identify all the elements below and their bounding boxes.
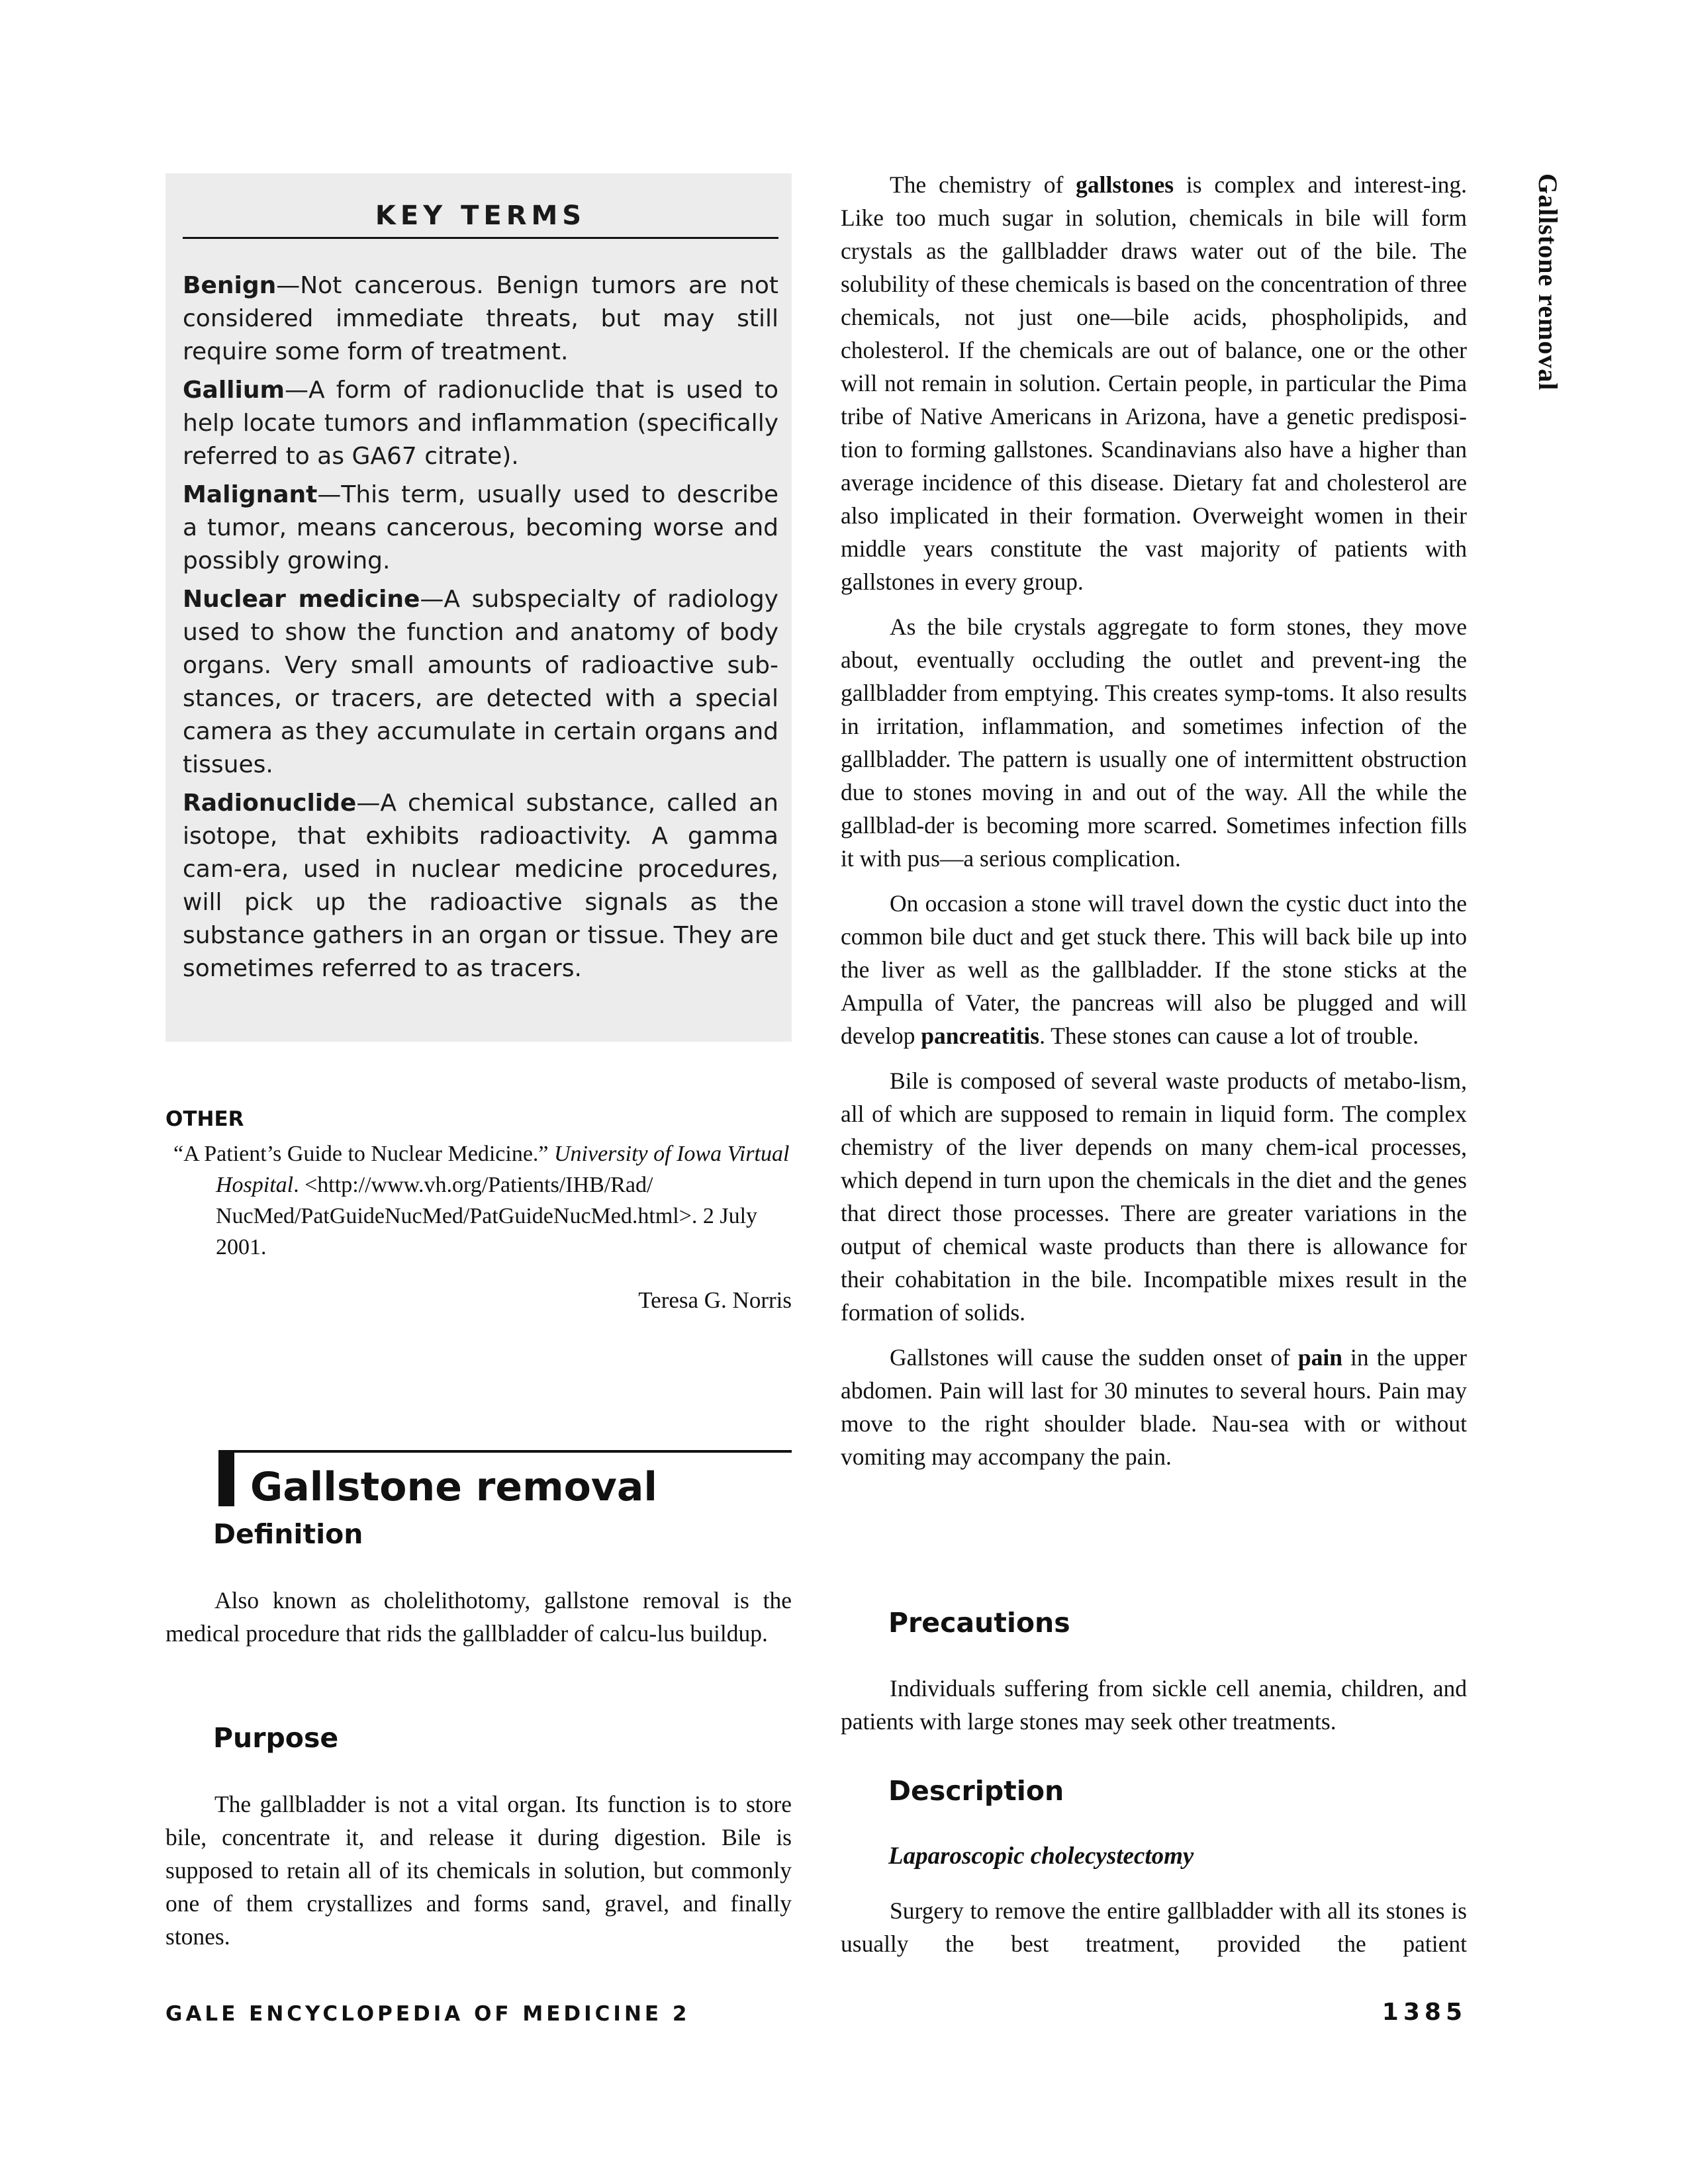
text-run: in the upper abdomen. Pain will last for 30 minutes to several hours. Pain may move to the right shoulder blade. Nau-sea with or without vomiting may accompany the pain. (841, 1344, 1468, 1470)
reference-entry (165, 1138, 792, 1263)
term-definition: —This term, usually used to describe a tumor, means cancerous, becoming worse and possibly growing. (183, 481, 778, 574)
reference-title: “A Patient’s Guide to Nuclear Medicine.” (173, 1142, 554, 1166)
text-run: . These stones can cause a lot of trouble. (1039, 1023, 1419, 1049)
key-term-radionuclide (183, 787, 778, 985)
key-term-malignant (183, 478, 778, 578)
bold-term-pancreatitis: pancreatitis (921, 1023, 1040, 1049)
text-run: is complex and interest-ing. Like too much sugar in solution, chemicals in bile will form crystals as the gallbladder draws water out of the bile. The solubility of these chemicals is based on the concentration of three chemicals, not just one—bile acids, phospholipids, and cholesterol. If the chemicals are out of balance, one or the other will not remain in solution. Certain people, in particular the Pima tribe of Native Americans in Arizona, have a genetic predisposi-tion to forming gallstones. Scandinavians also have a higher than average incidence of this disease. Dietary fat and cholesterol are also implicated in their formation. Overweight women in their middle years constitute the vast majority of patients with gallstones in every group. (841, 171, 1467, 595)
right-column (841, 168, 1467, 1485)
article-heading-bar (218, 1450, 234, 1506)
description-heading: Description (888, 1775, 1064, 1807)
definition-heading: Definition (213, 1518, 363, 1550)
paragraph-chemistry (841, 168, 1467, 598)
term-definition: —A form of radionuclide that is used to help locate tumors and inflammation (specifically referred to as GA67 citrate). (183, 377, 778, 470)
reference-source: University of Iowa Virtual Hospital (216, 1142, 790, 1197)
resources-heading: OTHER (165, 1107, 244, 1131)
paragraph-bile-composition: Bile is composed of several waste products of metabo-lism, all of which are supposed to remain in liquid form. The complex chemistry of the liver depends on many chem-ical processes, which depend in turn upon the chemicals in the diet and the genes that direct those processes. There are greater variations in the output of chemical waste products than there is allowance for their cohabitation in the bile. Incompatible mixes result in the formation of solids. (841, 1068, 1467, 1326)
key-terms-list (183, 269, 778, 985)
term-name: Malignant (183, 481, 318, 508)
key-term-benign (183, 269, 778, 369)
key-terms-title: KEY TERMS (183, 197, 778, 239)
paragraph-crystals: As the bile crystals aggregate to form stones, they move about, eventually occluding the outlet and prevent-ing the gallbladder from emptying. This creates symp-toms. It also results in irritation, inflammation, and sometimes infection of the gallbladder. The pattern is usually one of intermittent obstruction due to stones moving in and out of the way. All the while the gallblad-der is becoming more scarred. Sometimes infection fills it with pus—a serious complication. (841, 614, 1467, 872)
term-definition: —A subspecialty of radiology used to show the function and anatomy of body organs. Very small amounts of radioactive sub-stances, or tracers, are detected with a special camera as they accumulate in certain organs and tissues. (183, 586, 778, 778)
running-head: Gallstone removal (1533, 173, 1563, 391)
definition-text: Also known as cholelithotomy, gallstone removal is the medical procedure that rids the gallbladder of calcu-lus buildup. (165, 1587, 792, 1647)
paragraph-bile-duct (841, 887, 1467, 1052)
footer-publication: GALE ENCYCLOPEDIA OF MEDICINE 2 (165, 2002, 690, 2026)
bold-term-gallstones: gallstones (1076, 171, 1174, 198)
laparoscopic-heading: Laparoscopic cholecystectomy (888, 1843, 1194, 1870)
text-run: Gallstones will cause the sudden onset of (890, 1344, 1298, 1371)
article-title: Gallstone removal (250, 1464, 657, 1510)
purpose-heading: Purpose (213, 1722, 339, 1754)
key-terms-box (165, 173, 792, 1042)
purpose-text: The gallbladder is not a vital organ. Its function is to store bile, concentrate it, and release it during digestion. Bile is supposed to retain all of its chemicals in solution, but commonly one of them crystallizes and forms sand, gravel, and finally stones. (165, 1791, 792, 1950)
term-name: Radionuclide (183, 790, 357, 817)
key-term-nuclear-medicine (183, 583, 778, 782)
article-heading-rule (218, 1450, 792, 1453)
article-author: Teresa G. Norris (638, 1287, 792, 1313)
paragraph-pain (841, 1341, 1467, 1473)
resources-other (165, 1104, 792, 1317)
term-name: Benign (183, 272, 277, 299)
reference-url-date: . <http://www.vh.org/Patients/IHB/Rad/ NucMed/PatGuideNucMed/PatGuideNucMed.html>. 2 July 2001. (216, 1173, 758, 1259)
text-run: On occasion a stone will travel down the cystic duct into the common bile duct and get stuck there. This will back bile up into the liver as well as the gallbladder. If the stone sticks at the Ampulla of Vater, the pancreas will also be plugged and will develop (841, 890, 1467, 1049)
precautions-text: Individuals suffering from sickle cell anemia, children, and patients with large stones may seek other treatments. (841, 1675, 1467, 1735)
footer-page-number: 1385 (1382, 1999, 1467, 2026)
precautions-heading: Precautions (888, 1607, 1070, 1639)
term-definition: —Not cancerous. Benign tumors are not considered immediate threats, but may still require some form of treatment. (183, 272, 778, 365)
text-run: The chemistry of (890, 171, 1076, 198)
term-definition: —A chemical substance, called an isotope, that exhibits radioactivity. A gamma cam-era, used in nuclear medicine procedures, will pick up the radioactive signals as the substance gathers in an organ or tissue. They are sometimes referred to as tracers. (183, 790, 778, 982)
laparoscopic-text: Surgery to remove the entire gallbladder with all its stones is usually the best treatment, provided the patient (841, 1897, 1467, 1957)
term-name: Nuclear medicine (183, 586, 420, 613)
term-name: Gallium (183, 377, 285, 404)
key-term-gallium (183, 374, 778, 473)
bold-term-pain: pain (1297, 1344, 1342, 1371)
